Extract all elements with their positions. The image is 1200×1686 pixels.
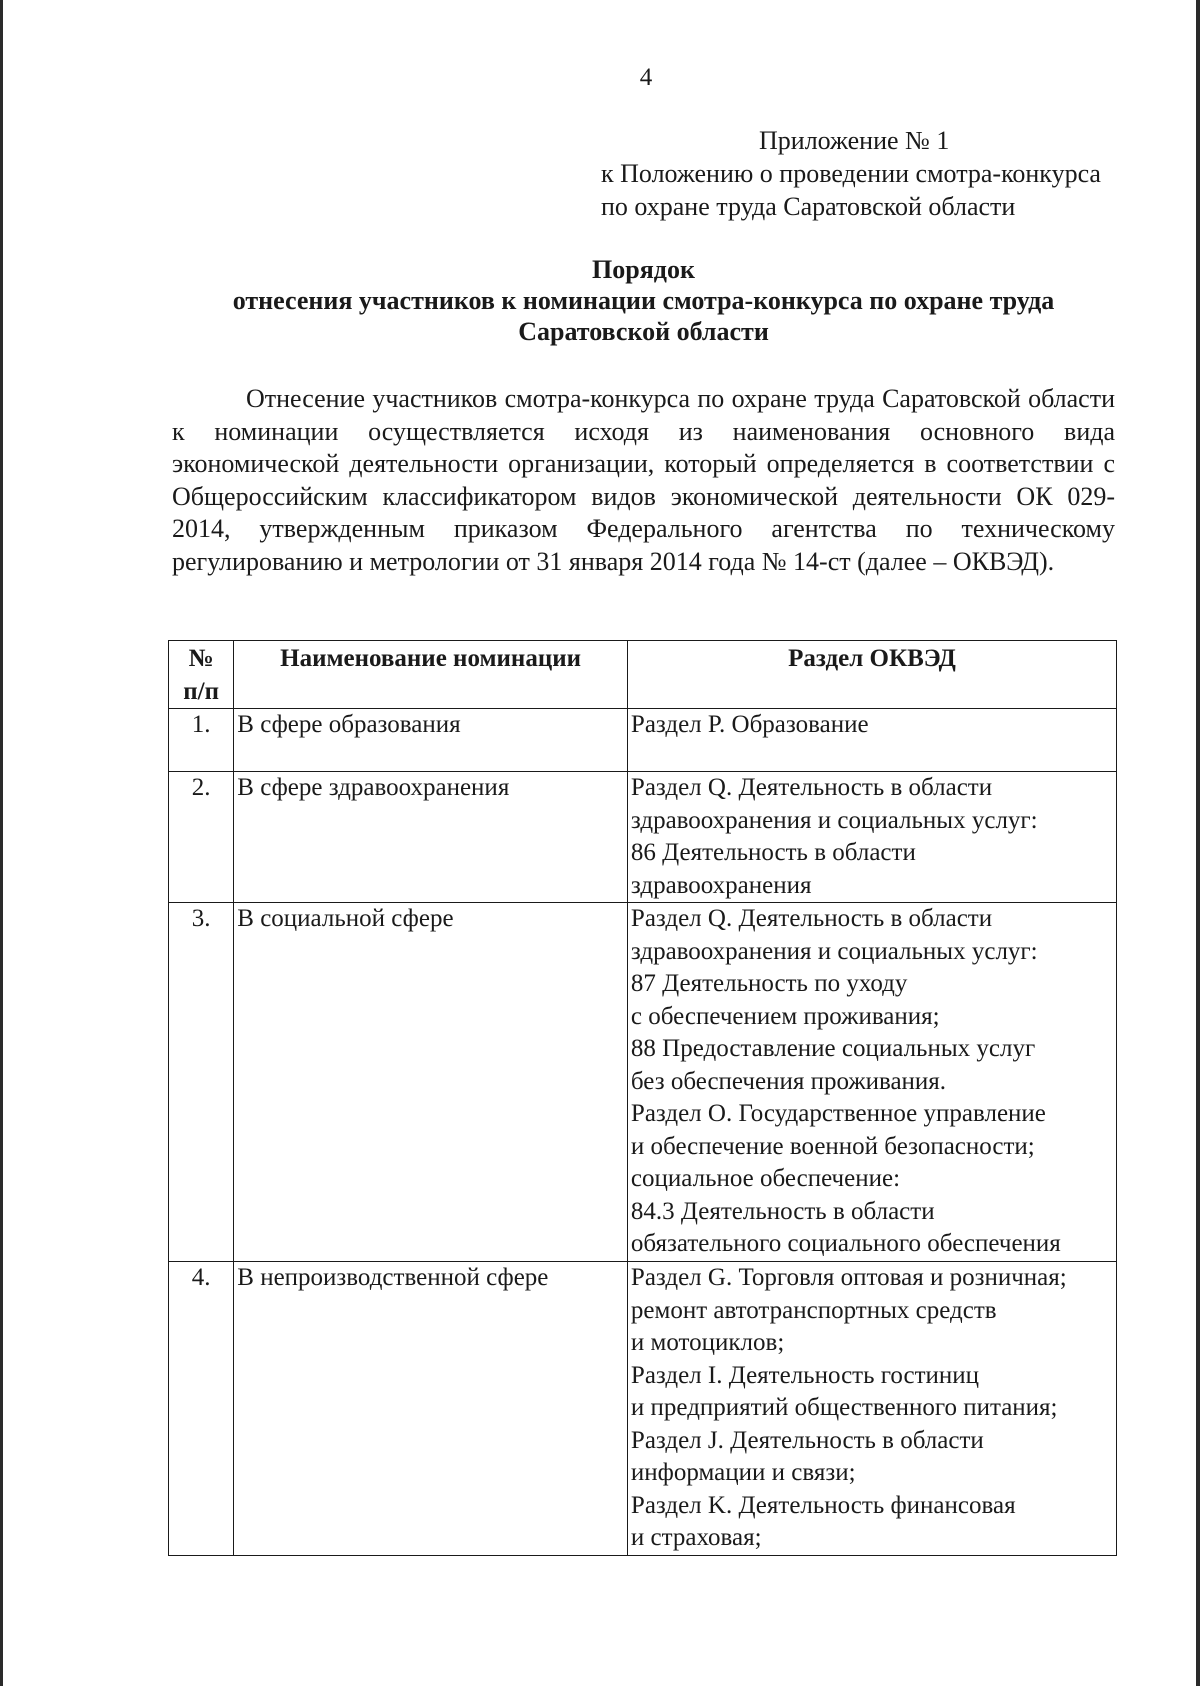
title-line-3: Саратовской области	[518, 317, 769, 346]
scan-edge-left	[0, 0, 3, 1686]
okved-line: Раздел I. Деятельность гостиниц	[630, 1361, 980, 1389]
okved-line: с обеспечением проживания;	[630, 1002, 940, 1030]
okved-line: 88 Предоставление социальных услуг	[630, 1035, 1036, 1062]
title-line-2: отнесения участников к номинации смотра-конкурса по охране труда	[232, 286, 1055, 315]
row-nomination-name: В непроизводственной сфере	[234, 1262, 628, 1556]
okved-line: информации и связи;	[630, 1459, 856, 1486]
okved-line: Раздел J. Деятельность в области	[630, 1426, 984, 1454]
okved-line: и мотоциклов;	[630, 1329, 785, 1356]
okved-line: 87 Деятельность по уходу	[630, 970, 908, 997]
row-number: 1.	[169, 709, 234, 772]
okved-line: здравоохранения	[630, 871, 812, 899]
okved-line: здравоохранения и социальных услуг:	[630, 806, 1038, 834]
title-line-1: Порядок	[592, 255, 695, 284]
okved-line: Раздел Q. Деятельность в области	[630, 905, 993, 932]
row-okved	[627, 1262, 1116, 1556]
page-number: 4	[639, 64, 653, 91]
okved-line: обязательного социального обеспечения	[630, 1230, 1061, 1257]
okved-line: Раздел Q. Деятельность в области	[630, 774, 993, 801]
table-header-row	[169, 641, 1117, 709]
scan-edge-right	[1196, 0, 1200, 1686]
header-number-line-2: п/п	[183, 677, 220, 705]
appendix-line-3: по охране труда Саратовской области	[601, 192, 1016, 221]
row-number: 2.	[169, 772, 234, 903]
row-number: 4.	[169, 1262, 234, 1556]
table-row	[169, 772, 1117, 903]
row-okved	[627, 772, 1116, 903]
row-number: 3.	[169, 903, 234, 1262]
document-title	[172, 254, 1115, 347]
row-okved	[627, 903, 1116, 1262]
header-number	[169, 641, 234, 709]
appendix-line-2: к Положению о проведении смотра-конкурса	[601, 159, 1101, 188]
intro-paragraph-block	[172, 383, 1115, 578]
header-okved-section: Раздел ОКВЭД	[627, 641, 1116, 709]
okved-line: 84.3 Деятельность в области	[630, 1197, 935, 1225]
intro-paragraph: Отнесение участников смотра-конкурса по охране труда Саратовской области к номинации осуществляется исходя из наименования основного вида экономической деятельности организации, который определяется в соответствии с Общероссийским классификатором видов экономической деятельности ОК 029-2014, утвержденным приказом Федерального агентства по техническому регулированию и метрологии от 31 января 2014 года № 14-ст (далее – ОКВЭД).	[172, 384, 1115, 576]
okved-line: здравоохранения и социальных услуг:	[630, 937, 1038, 965]
table-row	[169, 1262, 1117, 1556]
nominations-table	[168, 640, 1117, 1556]
table-row	[169, 903, 1117, 1262]
header-nomination-name: Наименование номинации	[234, 641, 628, 709]
okved-line: и страховая;	[630, 1524, 762, 1551]
row-nomination-name: В сфере здравоохранения	[234, 772, 628, 903]
header-number-line-1: №	[188, 645, 214, 672]
okved-line: Раздел O. Государственное управление	[630, 1100, 1046, 1127]
okved-line: без обеспечения проживания.	[630, 1067, 947, 1095]
okved-line: и обеспечение военной безопасности;	[630, 1132, 1035, 1160]
row-okved	[627, 709, 1116, 772]
okved-line: социальное обеспечение:	[630, 1165, 901, 1192]
appendix-block	[601, 124, 1101, 223]
okved-line: и предприятий общественного питания;	[630, 1394, 1058, 1421]
table-row	[169, 709, 1117, 772]
row-nomination-name: В сфере образования	[234, 709, 628, 772]
okved-line: Раздел P. Образование	[630, 711, 869, 738]
okved-line: ремонт автотранспортных средств	[630, 1296, 997, 1324]
okved-line: Раздел G. Торговля оптовая и розничная;	[630, 1264, 1067, 1291]
row-nomination-name: В социальной сфере	[234, 903, 628, 1262]
appendix-title: Приложение № 1	[759, 126, 950, 155]
okved-line: Раздел K. Деятельность финансовая	[630, 1491, 1016, 1519]
okved-line: 86 Деятельность в области	[630, 839, 916, 866]
